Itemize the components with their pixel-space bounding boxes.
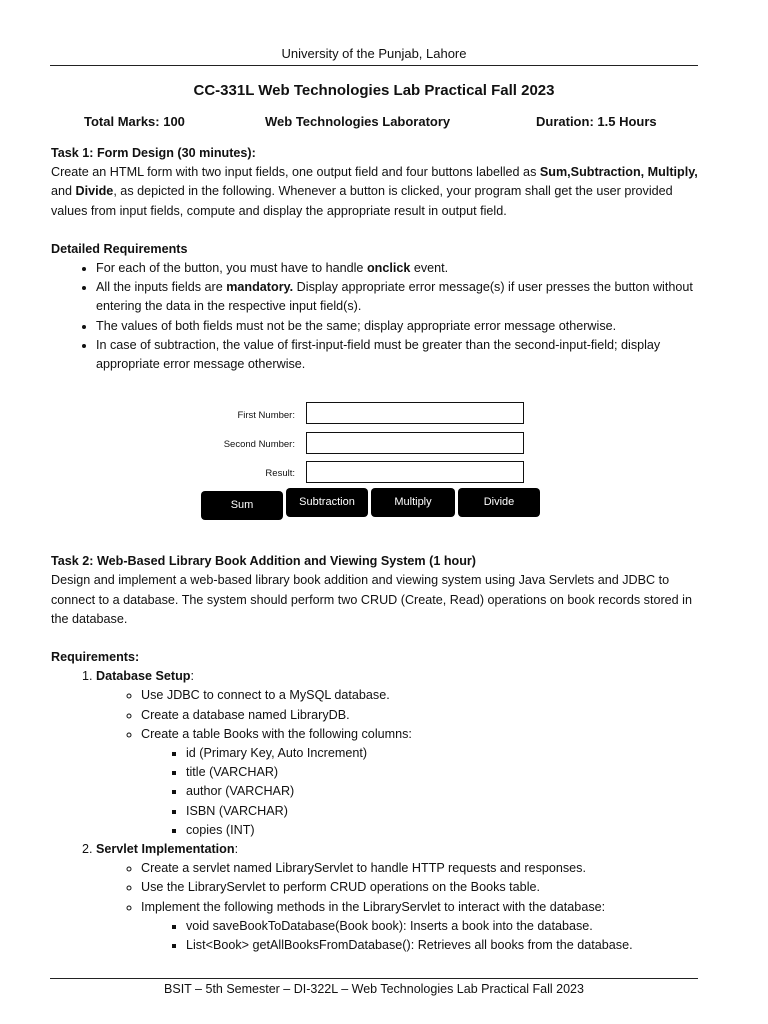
b2-bold: mandatory. [226,280,294,295]
b2-post: Display appropriate error message(s) if user presses the button without entering the data in the respective input field(s). [96,280,693,314]
task1-req-heading: Detailed Requirements [51,241,188,256]
b2-pre: All the inputs fields are [96,280,227,295]
req-servlet-implementation: 2. Servlet Implementation: ◦ Create a servlet named LibraryServlet to handle HTTP requests and responses. ◦ Use the LibraryServlet to perform CRUD operations on the Books table. ◦ Implement the following methods in the LibraryServlet to interact with the database: ▪ void saveBookToDatabase(Book book): Inserts a book into the database. ▪ List<Book> getAllBooksFromDatabase(): Retrieves all books from the database. [96,840,699,955]
sum-button[interactable]: Sum [201,491,283,520]
task1-heading: Task 1: Form Design (30 minutes): [51,146,256,160]
column-item: ▪ title (VARCHAR) [186,763,699,782]
bullet-mandatory [96,278,699,316]
first-number-input[interactable] [306,402,524,424]
task1-divide: Divide [75,184,114,199]
db-setup-items [96,686,699,840]
page-header [50,46,698,66]
task2-req-heading: Requirements: [51,650,140,665]
column-item: ▪ copies (INT) [186,821,699,840]
bullet-onclick [96,259,699,278]
task2-heading: Task 2: Web-Based Library Book Addition and Viewing System (1 hour) [51,554,476,569]
column-item: ▪ author (VARCHAR) [186,782,699,801]
multiply-button[interactable]: Multiply [371,488,455,517]
servlet-item: ◦ Use the LibraryServlet to perform CRUD operations on the Books table. [141,878,699,897]
method-item: ▪ void saveBookToDatabase(Book book): Inserts a book into the database. [186,917,699,936]
result-output [306,461,524,483]
footer-text: BSIT – 5th Semester – DI-322L – Web Technologies Lab Practical Fall 2023 [164,982,584,996]
second-number-label: Second Number: [223,439,295,451]
task1-multiply: Multiply, [647,165,698,180]
lab-name: Web Technologies Laboratory [265,114,451,129]
servlet-title: Servlet Implementation [96,842,235,857]
b1-post: event. [410,261,449,276]
db-item: ◦ Create a database named LibraryDB. [141,706,699,725]
method-item: ▪ List<Book> getAllBooksFromDatabase(): Retrieves all books from the database. [186,936,699,955]
page-footer [50,978,698,996]
b1-bold: onclick [366,261,411,276]
servlet-item-text: Implement the following methods in the LibraryServlet to interact with the database: [141,899,606,914]
university-name: University of the Punjab, Lahore [281,46,467,61]
task1-intro-a: Create an HTML form with two input fields, one output field and four buttons labelled as [51,165,540,180]
column-list [141,744,699,840]
db-item [141,725,699,840]
servlet-items [96,859,699,955]
document-title: CC-331L Web Technologies Lab Practical Fall 2023 [193,82,555,99]
task1-subtraction: Subtraction, [570,165,645,180]
req-database-setup: 1. Database Setup: ◦ Use JDBC to connect to a MySQL database. ◦ Create a database named LibraryDB. ◦ Create a table Books with the following columns: ▪ id (Primary Key, Auto Increment) ▪ title (VARCHAR) ▪ author (VARCHAR) ▪ ISBN (VARCHAR) ▪ copies (INT) [96,667,699,840]
task1-bullets [51,259,699,374]
db-item: ◦ Use JDBC to connect to a MySQL database. [141,686,699,705]
servlet-item [141,898,699,956]
divide-button[interactable]: Divide [458,488,540,517]
column-item: ▪ ISBN (VARCHAR) [186,802,699,821]
document-body [51,144,699,955]
requirements-list [51,667,699,955]
subtraction-button[interactable]: Subtraction [286,488,368,517]
task2-intro: Design and implement a web-based library book addition and viewing system using Java Servlets and JDBC to connect to a database. The system should perform two CRUD (Create, Read) operations on book records stored in the database. [51,573,692,626]
bullet-not-same: • The values of both fields must not be the same; display appropriate error message otherwise. [96,317,699,336]
task1-intro-b: , as depicted in the following. Whenever a button is clicked, your program shall get the user provided values from input fields, compute and display the appropriate result in output field. [51,184,673,218]
total-marks: Total Marks: 100 [84,114,185,129]
second-number-input[interactable] [306,432,524,454]
first-number-label: First Number: [237,410,295,422]
method-list [141,917,699,955]
duration: Duration: 1.5 Hours [536,114,657,129]
b1-pre: For each of the button, you must have to handle [96,261,367,276]
form-figure [51,374,699,552]
task1-and: and [51,184,76,199]
bullet-subtraction: • In case of subtraction, the value of first-input-field must be greater than the second-input-field; display appropriate error message otherwise. [96,336,699,374]
column-item: ▪ id (Primary Key, Auto Increment) [186,744,699,763]
task1-sum: Sum, [539,165,571,180]
task1-intro [51,163,699,221]
db-setup-title: Database Setup [96,669,191,684]
db-item-text: Create a table Books with the following columns: [141,726,412,741]
servlet-item: ◦ Create a servlet named LibraryServlet to handle HTTP requests and responses. [141,859,699,878]
result-label: Result: [265,468,295,480]
